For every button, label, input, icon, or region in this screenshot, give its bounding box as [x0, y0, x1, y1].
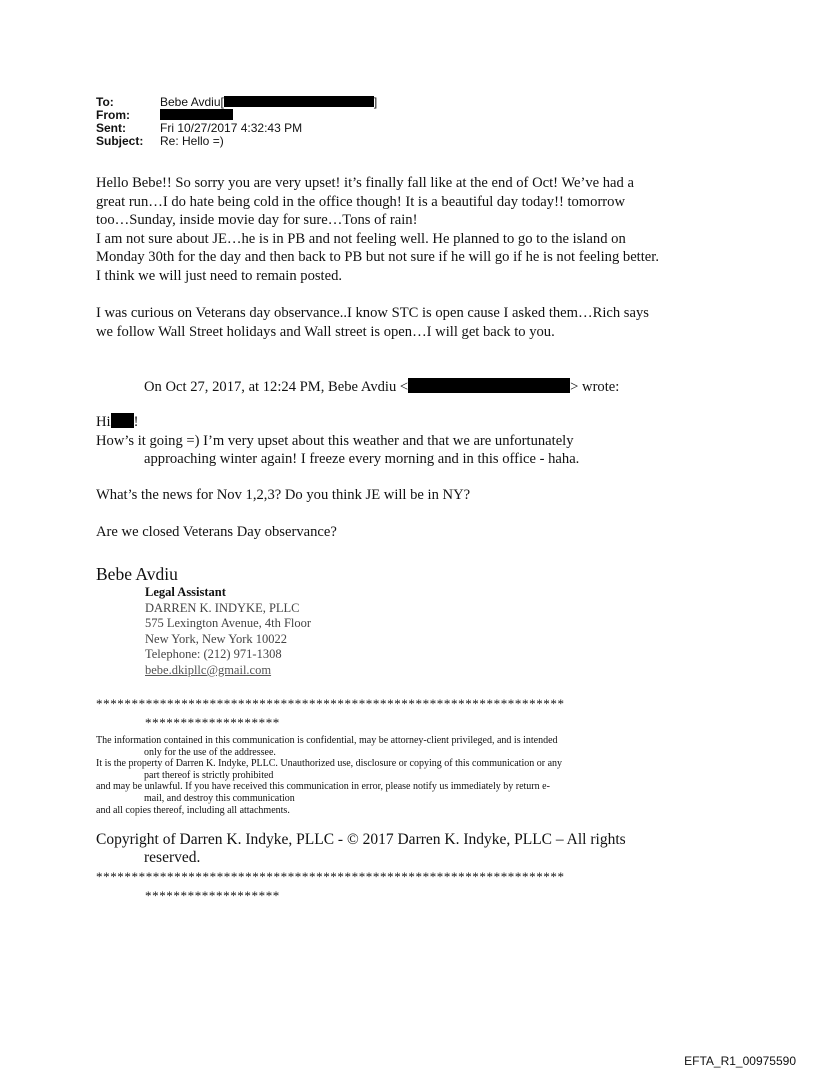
disclaimer: [96, 735, 562, 816]
divider-stars: ******************************************************************: [96, 696, 565, 711]
to-row: [96, 96, 377, 109]
redaction-bar: [160, 109, 233, 120]
signature-address-2: New York, New York 10022: [145, 631, 288, 646]
disclaimer-line: mail, and destroy this communication: [144, 792, 295, 804]
subject-label: Subject:: [96, 134, 144, 148]
sent-value: Fri 10/27/2017 4:32:43 PM: [160, 121, 303, 135]
signature-firm: DARREN K. INDYKE, PLLC: [145, 600, 300, 615]
sent-label: Sent:: [96, 121, 126, 135]
disclaimer-line: and all copies thereof, including all attachments.: [96, 804, 290, 816]
body-line: approaching winter again! I freeze every morning and in this office - haha.: [144, 451, 580, 467]
reply-body: [96, 174, 659, 285]
signature-email-link[interactable]: bebe.dkipllc@gmail.com: [145, 662, 272, 677]
subject-value: Re: Hello =): [160, 134, 224, 148]
email-header: [96, 96, 377, 148]
to-label: To:: [96, 95, 114, 109]
body-line: I am not sure about JE…he is in PB and not feeling well. He planned to go to the island on: [96, 230, 626, 247]
disclaimer-line: only for the use of the addressee.: [144, 746, 276, 758]
signature-name: Bebe Avdiu: [96, 564, 178, 584]
greeting-line: Hi !: [96, 414, 139, 430]
body-line: great run…I do hate being cold in the office though! It is a beautiful day today!! tomorrow: [96, 193, 626, 210]
redaction-bar: [408, 378, 570, 393]
to-value: Bebe Avdiu[ ]: [160, 95, 378, 109]
signature-block: [145, 585, 311, 679]
disclaimer-line: part thereof is strictly prohibited: [144, 769, 274, 781]
disclaimer-line: and may be unlawful. If you have received this communication in error, please notify us immediately by return e-: [96, 781, 550, 793]
redaction-bar: [111, 413, 134, 428]
body-line: too…Sunday, inside movie day for sure…Tons of rain!: [96, 212, 418, 228]
divider-stars: *******************: [145, 715, 280, 730]
quoted-question-1: What’s the news for Nov 1,2,3? Do you think JE will be in NY?: [96, 487, 471, 503]
quoted-intro: On Oct 27, 2017, at 12:24 PM, Bebe Avdiu < > wrote:: [144, 379, 620, 395]
signature-phone: Telephone: (212) 971-1308: [145, 647, 282, 662]
from-label: From:: [96, 108, 130, 122]
divider-stars: ******************************************************************: [96, 869, 565, 884]
body-line: I think we will just need to remain posted.: [96, 267, 343, 284]
quoted-question-2: Are we closed Veterans Day observance?: [96, 524, 337, 540]
divider-stars: *******************: [145, 888, 280, 903]
redaction-bar: [224, 96, 374, 107]
body-line: Monday 30th for the day and then back to PB but not sure if he will go if he is not feeling better.: [96, 249, 659, 265]
body-line: How’s it going =) I’m very upset about this weather and that we are unfortunately: [96, 432, 574, 449]
subject-row: [96, 135, 377, 148]
signature-address-1: 575 Lexington Avenue, 4th Floor: [145, 616, 312, 631]
copyright-line: reserved.: [144, 848, 201, 866]
copyright: [96, 831, 626, 866]
signature-title: Legal Assistant: [145, 585, 226, 599]
document-id: EFTA_R1_00975590: [684, 1054, 796, 1068]
body-line: we follow Wall Street holidays and Wall street is open…I will get back to you.: [96, 323, 555, 340]
body-line: I was curious on Veterans day observance..I know STC is open cause I asked them…Rich says: [96, 305, 649, 321]
disclaimer-line: The information contained in this communication is confidential, may be attorney-client privileged, and is intended: [96, 735, 558, 746]
disclaimer-line: It is the property of Darren K. Indyke, PLLC. Unauthorized use, disclosure or copying of this communication or any: [96, 758, 563, 770]
reply-paragraph-2: [96, 304, 649, 341]
copyright-line: Copyright of Darren K. Indyke, PLLC - © 2017 Darren K. Indyke, PLLC – All rights: [96, 831, 626, 848]
body-line: Hello Bebe!! So sorry you are very upset! it’s finally fall like at the end of Oct! We’ve had a: [96, 175, 634, 191]
quoted-body: [96, 413, 579, 469]
